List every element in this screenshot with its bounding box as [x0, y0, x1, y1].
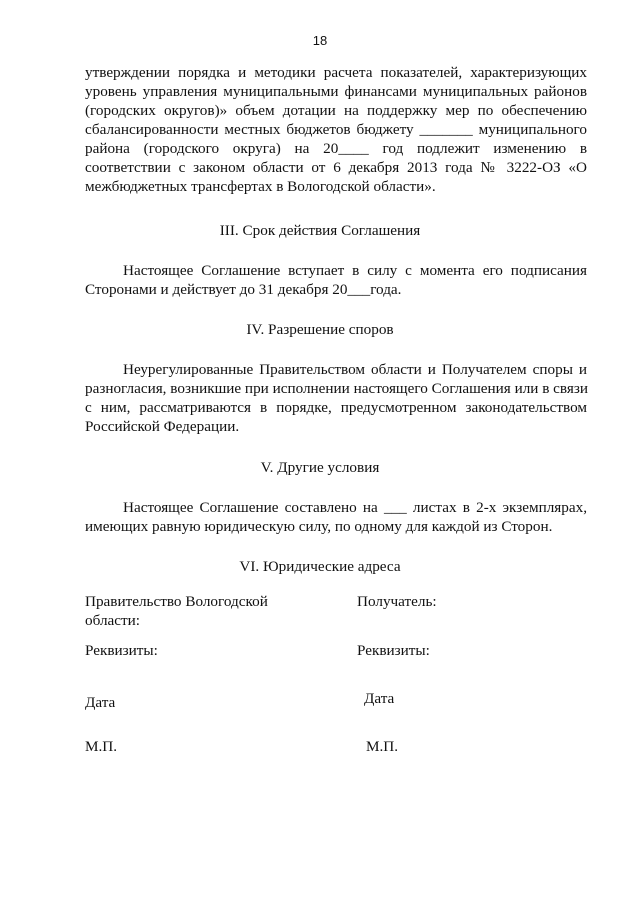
- left-party-name: [85, 592, 268, 630]
- section-3-line-2: Сторонами и действует до 31 декабря 20___года.: [85, 281, 402, 298]
- section-6-heading: VI. Юридические адреса: [239, 558, 401, 575]
- right-party-name: Получатель:: [357, 593, 437, 610]
- right-date-label: Дата: [364, 690, 395, 707]
- section-5-line-2: имеющих равную юридическую силу, по одному для каждой из Сторон.: [85, 518, 553, 535]
- left-party-line-1: Правительство Вологодской: [85, 593, 268, 610]
- section-4-line-4: Российской Федерации.: [85, 418, 240, 435]
- intro-line-6: соответствии с законом области от 6 декабря 2013 года № 3222-ОЗ «О: [85, 159, 587, 176]
- section-4-line-3: с ним, рассматриваются в порядке, предусмотренном законодательством: [85, 399, 587, 416]
- section-5-paragraph: [85, 498, 587, 536]
- section-4-heading: IV. Разрешение споров: [246, 321, 394, 338]
- intro-line-7: межбюджетных трансфертах в Вологодской области».: [85, 178, 436, 195]
- section-3-line-1: Настоящее Соглашение вступает в силу с момента его подписания: [123, 262, 587, 279]
- intro-line-5: района (городского округа) на 20____ год подлежит изменению в: [85, 140, 587, 157]
- section-3-paragraph: [85, 261, 587, 299]
- intro-line-3: (городских округов)» объем дотации на поддержку мер по обеспечению: [85, 102, 587, 119]
- intro-line-2: уровень управления муниципальными финансами муниципальных районов: [85, 83, 587, 100]
- left-party-line-2: области:: [85, 612, 140, 629]
- section-5-line-1: Настоящее Соглашение составлено на ___ листах в 2-х экземплярах,: [123, 499, 587, 516]
- left-date-label: Дата: [85, 694, 116, 711]
- left-seal-label: М.П.: [85, 738, 118, 755]
- intro-line-1: утверждении порядка и методики расчета показателей, характеризующих: [85, 64, 587, 81]
- intro-paragraph: [85, 63, 587, 196]
- section-3-heading: III. Срок действия Соглашения: [219, 222, 421, 239]
- right-requisites-label: Реквизиты:: [357, 642, 430, 659]
- right-seal-label: М.П.: [366, 738, 399, 755]
- left-requisites-label: Реквизиты:: [85, 642, 158, 659]
- section-4-paragraph: [85, 360, 587, 436]
- section-4-line-1: Неурегулированные Правительством области и Получателем споры и: [123, 361, 587, 378]
- intro-line-4: сбалансированности местных бюджетов бюджету _______ муниципального: [85, 121, 587, 138]
- section-4-line-2: разногласия, возникшие при исполнении настоящего Соглашения или в связи: [85, 380, 589, 397]
- section-5-heading: V. Другие условия: [260, 459, 380, 476]
- page-number: 18: [312, 33, 328, 48]
